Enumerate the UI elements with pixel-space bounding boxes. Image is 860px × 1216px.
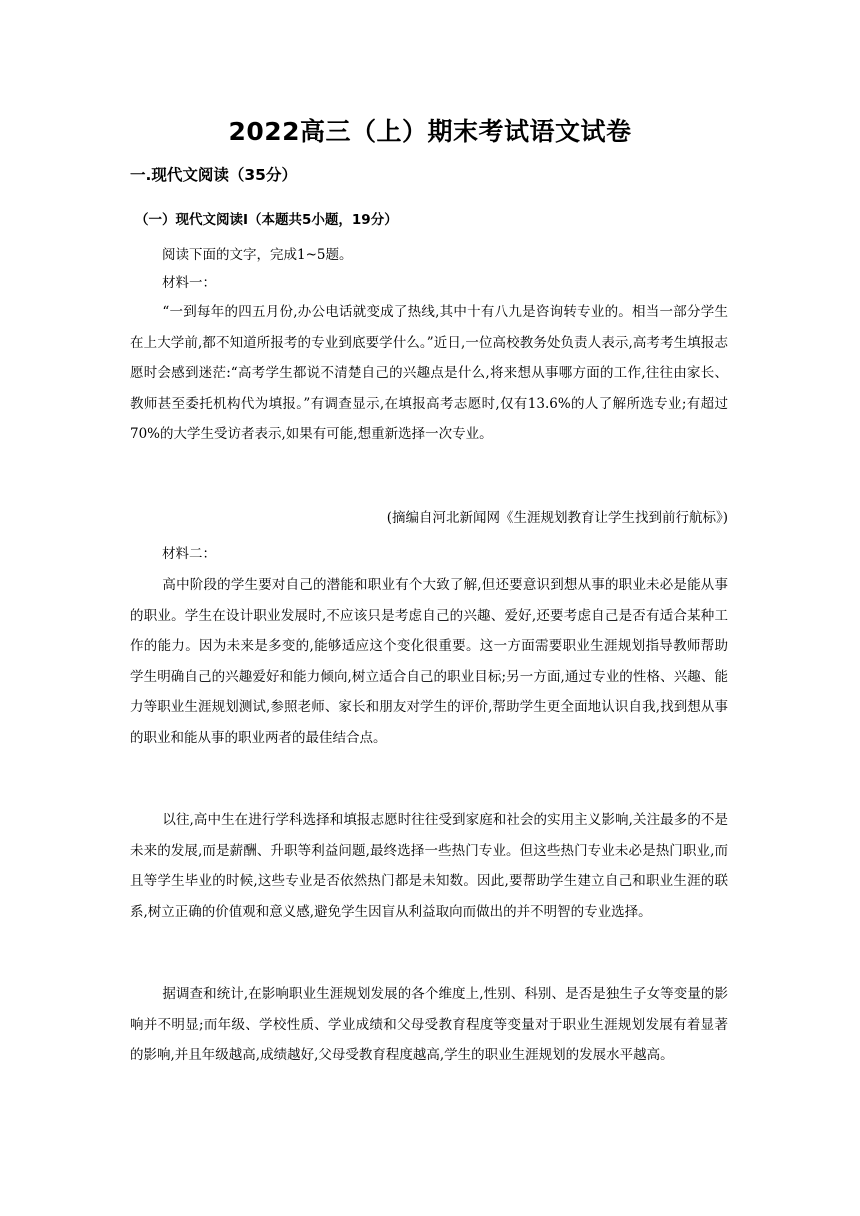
material-one-paragraph: “一到每年的四五月份,办公电话就变成了热线,其中十有八九是咨询转专业的。相当一部分学生在上大学前,都不知道所报考的专业到底要学什么。”近日,一位高校教务处负责人表示,高考考生填报志愿时会感到迷茫:“高考学生都说不清楚自己的兴趣点是什么,将来想从事哪方面的工作,往往由家长、教师甚至委托机构代为填报。”有调查显示,在填报高考志愿时,仅有13.6%的人了解所选专业;有超过70%的大学生受访者表示,如果有可能,想重新选择一次专业。 xyxy=(130,304,728,443)
material-two-paragraph-3: 据调查和统计,在影响职业生涯规划发展的各个维度上,性别、科别、是否是独生子女等变量的影响并不明显;而年级、学校性质、学业成绩和父母受教育程度等变量对于职业生涯规划发展有着显著的影响,并且年级越高,成绩越好,父母受教育程度越高,学生的职业生涯规划的发展水平越高。 xyxy=(130,986,728,1064)
material-two-label: 材料二： xyxy=(162,546,216,562)
material-two-paragraph-2: 以往,高中生在进行学科选择和填报志愿时往往受到家庭和社会的实用主义影响,关注最多的不是未来的发展,而是薪酬、升职等利益问题,最终选择一些热门专业。但这些热门专业未必是热门职业,而且等学生毕业的时候,这些专业是否依然热门都是未知数。因此,要帮助学生建立自己和职业生涯的联系,树立正确的价值观和意义感,避免学生因盲从利益取向而做出的并不明智的专业选择。 xyxy=(130,812,728,920)
material-one-source: (摘编自河北新闻网《生涯规划教育让学生找到前行航标》) xyxy=(386,510,728,526)
exam-title: 2022高三（上）期末考试语文试卷 xyxy=(228,117,632,146)
subsection-heading: （一）现代文阅读Ⅰ（本题共5小题，19分） xyxy=(135,212,398,228)
material-two-paragraph-1: 高中阶段的学生要对自己的潜能和职业有个大致了解,但还要意识到想从事的职业未必是能从事的职业。学生在设计职业发展时,不应该只是考虑自己的兴趣、爱好,还要考虑自己是否有适合某种工作的能力。因为未来是多变的,能够适应这个变化很重要。这一方面需要职业生涯规划指导教师帮助学生明确自己的兴趣爱好和能力倾向,树立适合自己的职业目标;另一方面,通过专业的性格、兴趣、能力等职业生涯规划测试,参照老师、家长和朋友对学生的评价,帮助学生更全面地认识自我,找到想从事的职业和能从事的职业两者的最佳结合点。 xyxy=(130,577,728,746)
section-heading: 一.现代文阅读（35分） xyxy=(130,166,297,184)
material-one-label: 材料一： xyxy=(162,275,216,291)
reading-instruction: 阅读下面的文字，完成1~5题。 xyxy=(162,247,353,263)
